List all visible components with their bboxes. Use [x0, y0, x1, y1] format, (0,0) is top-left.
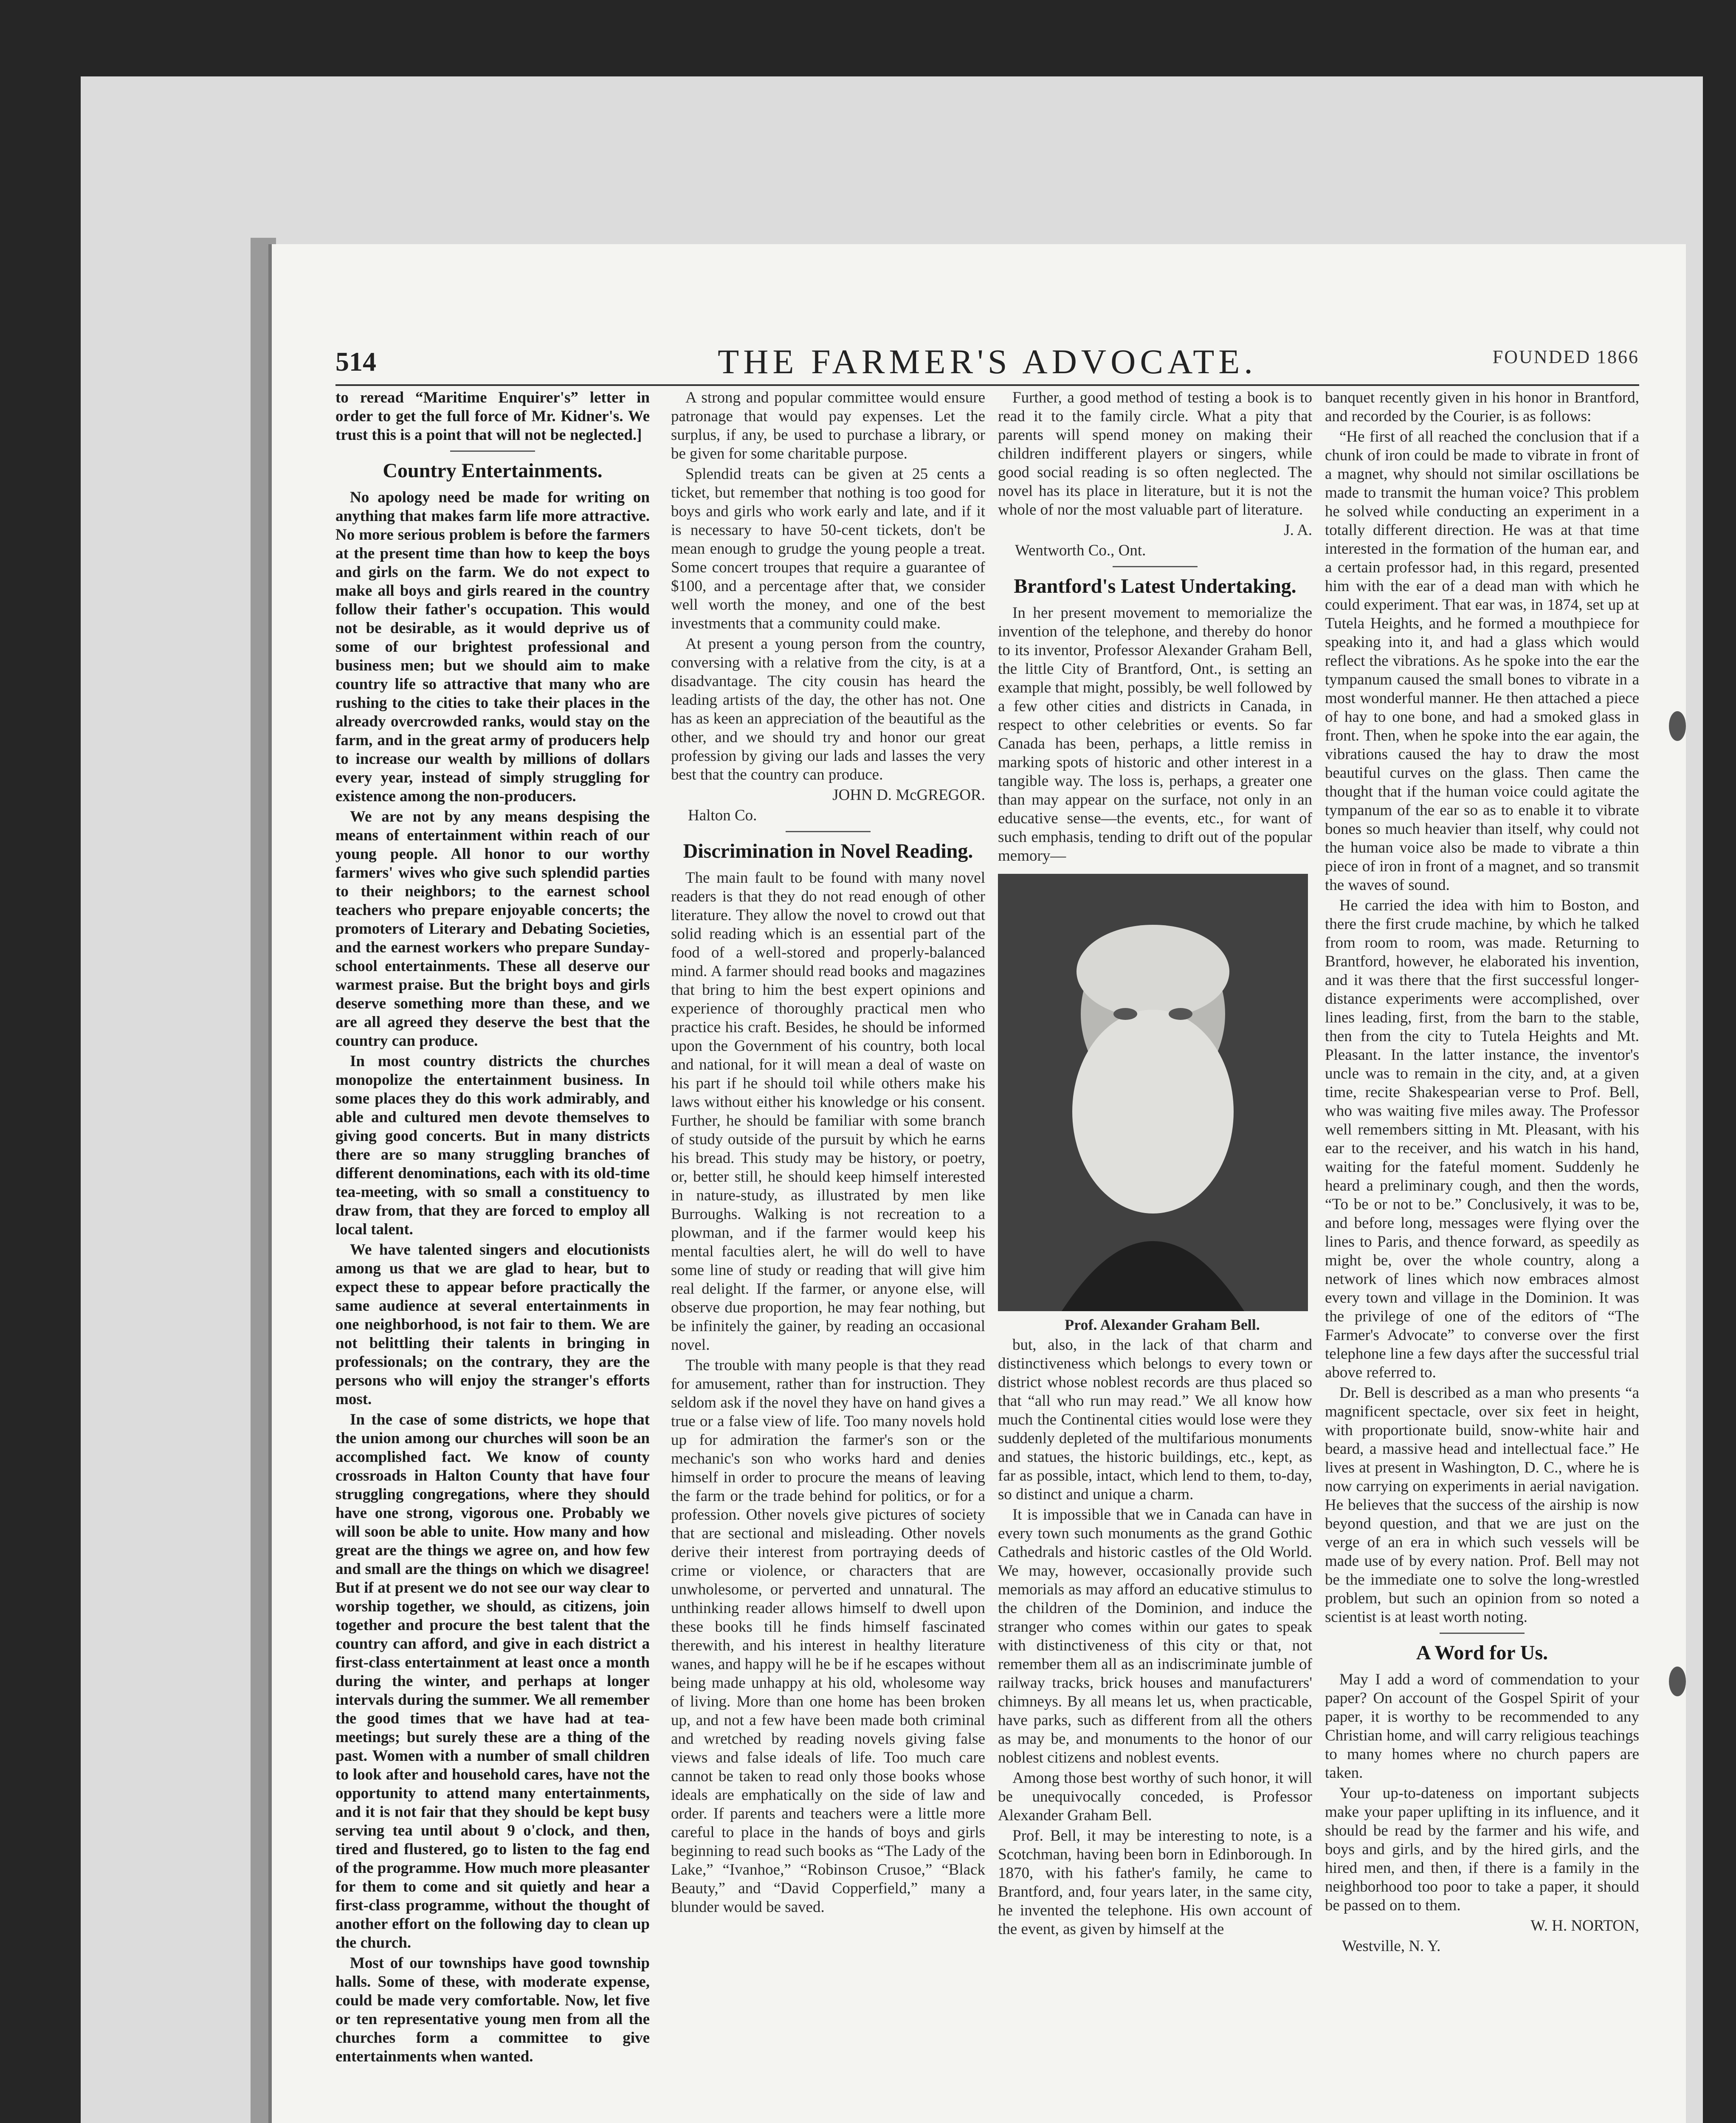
author-signature: W. H. NORTON, [1530, 1917, 1639, 1934]
divider [1440, 1633, 1525, 1634]
founded-label: FOUNDED 1866 [1492, 346, 1639, 367]
column-1 [335, 389, 650, 2123]
newspaper-page [272, 244, 1686, 2123]
paragraph: It is impossible that we in Canada can have in every town such monuments as the grand Gothic Cathedrals and historic castles of the Old World. We may, however, occasionally provide such memorials as may afford an educative stimulus to the children of the Dominion, and induce the stranger who comes within our gates to speak with distinctiveness of this city or that, not remember them all as an indiscriminate jumble of railway tracks, brick houses and manufacturers' chimneys. By all means let us, when practicable, have parks, such as different from all the others as may be, and monuments to the honor of our noblest citizens and noblest events. [998, 1506, 1312, 1766]
binding-hole [1669, 1667, 1686, 1696]
portrait-photo [998, 874, 1308, 1311]
paragraph: Most of our townships have good township halls. Some of these, with moderate expense, could be made very comfortable. Now, let five or ten representative young men from all the churches form a committee to give entertainments when wanted. [335, 1954, 650, 2065]
editor-note: to reread “Maritime Enquirer's” letter in order to get the full force of Mr. Kidner's. We trust this is a point that will not be neglected.] [335, 389, 650, 444]
paragraph: but, also, in the lack of that charm and distinctiveness which belongs to every town or district whose noblest records are thus placed so that “all who run may read.” We all know how much the Continental cities would lose were they suddenly depleted of the multifarious monuments and statues, the historic buildings, etc., kept, as far as possible, intact, which lend to them, to-day, so distinct and unique a charm. [998, 1336, 1312, 1503]
paragraph: A strong and popular committee would ensure patronage that would pay expenses. Let the surplus, if any, be used to purchase a library, or be given for some charitable purpose. [671, 389, 985, 462]
paragraph: Further, a good method of testing a book is to read it to the family circle. What a pity that parents will spend money on making their children indifferent players or singers, while good social reading is so often neglected. The novel has its place in literature, but it is not the whole of nor the most valuable part of literature. [998, 389, 1312, 518]
page-number: 514 [335, 346, 376, 377]
column-4 [1325, 389, 1639, 2123]
column-3 [998, 389, 1312, 2123]
paragraph: “He first of all reached the conclusion that if a chunk of iron could be made to vibrate in front of a magnet, why should not similar oscillations be made to transmit the human voice? This problem he solved while conducting an experiment in a totally different direction. He was at that time interested in the formation of the human ear, and a certain professor had, in this regard, presented him with the ear of a dead man with which he could experiment. That ear was, in 1874, set up at Tutela Heights, and he formed a mouthpiece for speaking into it, and had a glass which would reflect the vibrations. As he spoke into the ear the tympanum caused the small bones to vibrate in a most wonderful manner. He then attached a piece of hay to one bone, and had a smoked glass in front. Then, when he spoke into the ear again, the vibrations caused the hay to draw the most beautiful curves on the glass. Then came the thought that if the human voice could agitate the tympanum of the ear so as to enable it to vibrate bones so much heavier than itself, why could not the human voice also be made to vibrate a thin piece of iron in front of a magnet, and so transmit the waves of sound. [1325, 428, 1639, 894]
paragraph: No apology need be made for writing on anything that makes farm life more attractive. No more serious problem is before the farmers at the present time than how to keep the boys and girls on the farm. We do not expect to make all boys and girls reared in the country follow their father's occupation. This would not be desirable, as it would deprive us of some of our brightest professional and business men; but we should aim to make country life so attractive that many who are rushing to the cities to take their places in the already overcrowded ranks, would stay on the farm, and in the great army of producers help to increase our wealth by millions of dollars every year, instead of simply struggling for existence among the non-producers. [335, 489, 650, 805]
author-location: Wentworth Co., Ont. [1015, 542, 1146, 559]
portrait-caption: Prof. Alexander Graham Bell. [1065, 1316, 1260, 1333]
author-signature: J. A. [1284, 521, 1312, 539]
paragraph: The main fault to be found with many novel readers is that they do not read enough of other literature. They allow the novel to crowd out that solid reading which is an essential part of the food of a well-stored and properly-balanced mind. A farmer should read books and magazines that bring to him the best expert opinions and experience of thoroughly practical men who practice his craft. Besides, he should be informed upon the Government of his country, both local and national, for it will mean a deal of waste on his part if he should toil while others make his laws without either his knowledge or his consent. Further, he should be familiar with some branch of study outside of the pursuit by which he earns his bread. This study may be history, or poetry, or, better still, he should keep himself interested in nature-study, as illustrated by men like Burroughs. Walking is not recreation to a plowman, and if the farmer would keep his mental faculties alert, he will do well to have some line of study or reading that will give him real delight. If the farmer, or anyone else, will observe due proportion, he may fear nothing, but be infinitely the gainer, by reading an occasional novel. [671, 869, 985, 1354]
paragraph: Among those best worthy of such honor, it will be unequivocally conceded, is Professor Alexander Graham Bell. [998, 1769, 1312, 1824]
author-location: Westville, N. Y. [1342, 1937, 1441, 1955]
paragraph: The trouble with many people is that they read for amusement, rather than for instruction. They seldom ask if the novel they have on hand gives a true or a false view of life. Too many novels hold up for admiration the farmer's son or the mechanic's son who works hard and denies himself in order to procure the means of leaving the farm or the trade behind for politics, or for a profession. Other novels give pictures of society that are sectional and misleading. Other novels derive their interest from portraying deeds of crime or violence, or characters that are unwholesome, or perverted and unnatural. The unthinking reader allows himself to dwell upon these books till he finds himself fascinated therewith, and his interest in healthy literature wanes, and happy will he be if he escapes without being made unhappy at his old, wholesome way of living. More than one home has been broken up, and not a few have been made both criminal and wretched by reading novels giving false views and false ideals of life. Too much care cannot be taken to read only those books whose ideals are emphatically on the side of law and order. If parents and teachers were a little more careful to place in the hands of boys and girls beginning to read such books as “The Lady of the Lake,” “Ivanhoe,” “Robinson Crusoe,” “Black Beauty,” and “David Copperfield,” many a blunder would be saved. [671, 1357, 985, 1916]
paragraph: In the case of some districts, we hope that the union among our churches will soon be an accomplished fact. We know of county crossroads in Halton County that have four struggling congregations, where they should have one strong, vigorous one. Probably we will soon be able to unite. How many and how great are the things we agree on, and how few and small are the things on which we disagree! But if at present we do not see our way clear to worship together, we should, as citizens, join together and procure the best talent that the country can afford, and give in each district a first-class entertainment at least once a month during the winter, and perhaps at longer intervals during the summer. We all remember the good times that we have had at tea-meetings; but surely these are a thing of the past. Women with a number of small children to look after and household cares, have not the opportunity to attend many entertainments, and it is not fair that they should be kept busy serving tea until about 9 o'clock, and then, tired and flustered, go to listen to the fag end of the programme. How much more pleasanter for them to come and sit quietly and hear a first-class programme, without the thought of another effort on the following day to clean up the church. [335, 1411, 650, 1951]
page-header [335, 338, 1639, 386]
column-2 [671, 389, 985, 2123]
article-heading-novel-reading: Discrimination in Novel Reading. [683, 840, 973, 862]
paragraph: May I add a word of commendation to your paper? On account of the Gospel Spirit of your paper, it is worthy to be recommended to any Christian home, and will carry religious teachings to many homes where no church papers are taken. [1325, 1671, 1639, 1782]
paragraph: At present a young person from the country, conversing with a relative from the city, is at a disadvantage. The city cousin has heard the leading artists of the day, the other has not. One has as keen an appreciation of the beautiful as the other, and we should try and honor our great profession by giving our lads and lasses the very best that the country can produce. [671, 635, 985, 783]
masthead-title: THE FARMER'S ADVOCATE. [718, 342, 1257, 381]
paragraph: Splendid treats can be given at 25 cents a ticket, but remember that nothing is too good for boys and girls who work early and late, and if it is necessary to have 50-cent tickets, don't be mean enough to grudge the young people a treat. Some concert troupes that require a guarantee of $100, and a percentage after that, we consider well worth the money, and one of the best investments that a community could make. [671, 465, 985, 632]
binding-hole [1669, 711, 1686, 741]
article-heading-word-for-us: A Word for Us. [1416, 1642, 1548, 1664]
paragraph: In most country districts the churches monopolize the entertainment business. In some places they do this work admirably, and able and cultured men devote themselves to giving good concerts. But in many districts there are so many struggling branches of different denominations, each with its old-time tea-meeting, with so small a constituency to draw from, that they are forced to employ all local talent. [335, 1053, 650, 1238]
paragraph: We have talented singers and elocutionists among us that we are glad to hear, but to expect these to appear before practically the same audience at several entertainments in one neighborhood, is not fair to them. We are not belittling their talents in bringing in professionals; on the contrary, they are the persons who will enjoy the stranger's efforts most. [335, 1241, 650, 1408]
article-heading-brantford: Brantford's Latest Undertaking. [1014, 575, 1296, 597]
paragraph: He carried the idea with him to Boston, and there the first crude machine, by which he talked from room to room, was made. Returning to Brantford, however, he elaborated his invention, and it was there that the first successful longer-distance experiments were accomplished, over lines leading, first, from the barn to the stable, then from the city to Tutela Heights and Mt. Pleasant. In the latter instance, the inventor's uncle was to remain in the city, and, at a given time, recite Shakespearian verse to Prof. Bell, who was waiting five miles away. The Professor well remembers sitting in Mt. Pleasant, with his ear to the receiver, and his watch in his hand, waiting for the fateful moment. Suddenly he heard a preliminary cough, and then the words, “To be or not to be.” Conclusively, it was to be, and before long, messages were flying over the lines to Paris, and thence forward, as speedily as might be, over the whole country, along a network of lines which now embraces almost every town and village in the Dominion. It was the privilege of one of the editors of “The Farmer's Advocate” to converse over the first telephone line a few days after the successful trial above referred to. [1325, 897, 1639, 1381]
paragraph: Dr. Bell is described as a man who presents “a magnificent spectacle, over six feet in height, with proportionate build, snow-white hair and beard, a massive head and intellectual face.” He lives at present in Washington, D. C., where he is now carrying on experiments in aerial navigation. He believes that the success of the airship is now beyond question, and that we are just on the verge of an era in which such vessels will be made use of by every nation. Prof. Bell may not be the immediate one to solve the long-wrestled problem, but such an opinion from so noted a scientist is at least worth noting. [1325, 1384, 1639, 1626]
paragraph: Prof. Bell, it may be interesting to note, is a Scotchman, having been born in Edinborough. In 1870, with his father's family, he came to Brantford, and, four years later, in the same city, he invented the telephone. His own account of the event, as given by himself at the [998, 1827, 1312, 1938]
paragraph: In her present movement to memorialize the invention of the telephone, and thereby do honor to its inventor, Professor Alexander Graham Bell, the little City of Brantford, Ont., is setting an example that might, possibly, be well followed by a few other cities and districts in Canada, in respect to other celebrities or events. So far Canada has been, perhaps, a little remiss in marking spots of historic and other interest in a tangible way. The loss is, perhaps, a greater one than may appear on the surface, not only in an educative sense—the events, etc., for want of such emphasis, tending to drift out of the popular memory— [998, 604, 1312, 864]
article-heading-country-entertainments: Country Entertainments. [383, 459, 603, 482]
paragraph: banquet recently given in his honor in Brantford, and recorded by the Courier, is as follows: [1325, 389, 1639, 425]
portrait-image [998, 874, 1308, 1311]
divider [450, 451, 535, 452]
author-signature: JOHN D. McGREGOR. [832, 786, 985, 804]
divider [786, 831, 871, 832]
divider [1113, 566, 1198, 567]
paragraph: We are not by any means despising the means of entertainment within reach of our young people. All honor to our worthy farmers' wives who give such splendid parties to their neighbors; to the earnest school teachers who prepare enjoyable concerts; the promoters of Literary and Debating Societies, and the earnest workers who prepare Sunday-school entertainments. These all deserve our warmest praise. But the bright boys and girls deserve something more than these, and we are all agreed they deserve the best that the country can produce. [335, 808, 650, 1050]
author-location: Halton Co. [688, 807, 757, 824]
paragraph: Your up-to-dateness on important subjects make your paper uplifting in its influence, and it should be read by the farmer and his wife, and boys and girls, and by the hired girls, and the hired men, and then, if there is a family in the neighborhood too poor to take a paper, it should be passed on to them. [1325, 1785, 1639, 1914]
